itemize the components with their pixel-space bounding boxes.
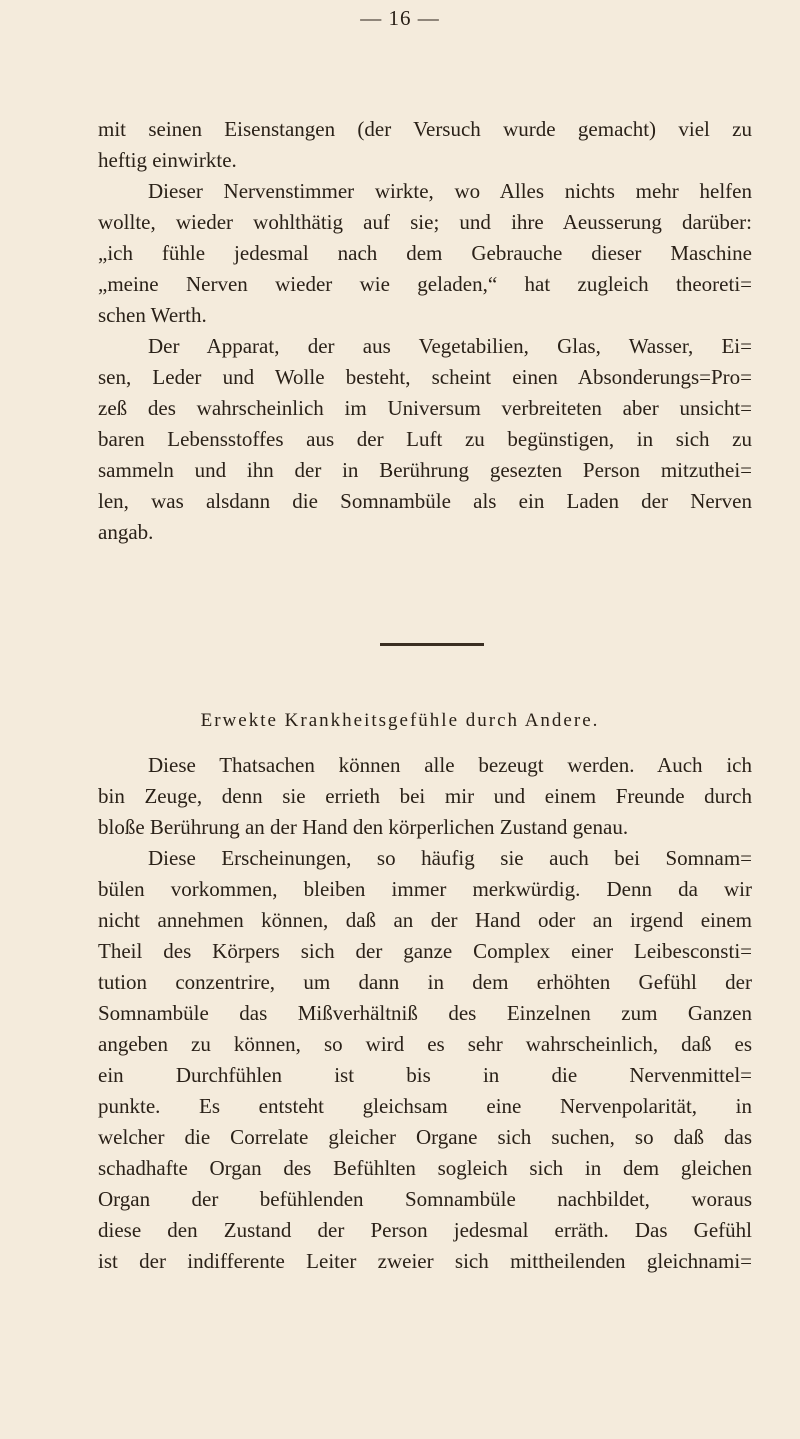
text-line: mit seinen Eisenstangen (der Versuch wurde gemacht) viel zu [98,117,752,141]
text-line: angab. [98,520,154,544]
text-line: angeben zu können, so wird es sehr wahrscheinlich, daß es [98,1032,752,1056]
text-line: sammeln und ihn der in Berührung gesezten Person mitzuthei= [98,458,752,482]
text-line: wollte, wieder wohlthätig auf sie; und ihre Aeusserung darüber: [98,210,752,234]
text-line: bloße Berührung an der Hand den körperlichen Zustand genau. [98,815,629,839]
text-line: „meine Nerven wieder wie geladen,“ hat zugleich theoreti= [98,272,752,296]
text-line: len, was alsdann die Somnambüle als ein Laden der Nerven [98,489,752,513]
text-line: „ich fühle jedesmal nach dem Gebrauche dieser Maschine [98,241,752,265]
text-line: bülen vorkommen, bleiben immer merkwürdig. Denn da wir [98,877,752,901]
body-text-section-1 [98,114,752,548]
text-line: schen Werth. [98,303,207,327]
text-line: Diese Thatsachen können alle bezeugt werden. Auch ich [148,753,752,777]
text-line: tution conzentrire, um dann in dem erhöhten Gefühl der [98,970,752,994]
text-line: Der Apparat, der aus Vegetabilien, Glas, Wasser, Ei= [148,334,752,358]
text-line: Theil des Körpers sich der ganze Complex einer Leibesconsti= [98,939,752,963]
text-line: baren Lebensstoffes aus der Luft zu begünstigen, in sich zu [98,427,752,451]
section-divider [380,643,484,646]
text-line: ein Durchfühlen ist bis in die Nervenmittel= [98,1063,752,1087]
text-line: welcher die Correlate gleicher Organe sich suchen, so daß das [98,1125,752,1149]
section-heading: Erwekte Krankheitsgefühle durch Andere. [200,710,600,731]
body-text-section-2 [98,750,752,1277]
text-line: zeß des wahrscheinlich im Universum verbreiteten aber unsicht= [98,396,752,420]
text-line: heftig einwirkte. [98,148,237,172]
text-line: nicht annehmen können, daß an der Hand oder an irgend einem [98,908,752,932]
text-line: Organ der befühlenden Somnambüle nachbildet, woraus [98,1187,752,1211]
page-number: — 16 — [360,6,440,30]
text-line: Somnambüle das Mißverhältniß des Einzelnen zum Ganzen [98,1001,752,1025]
text-line: diese den Zustand der Person jedesmal erräth. Das Gefühl [98,1218,752,1242]
text-line: ist der indifferente Leiter zweier sich mittheilenden gleichnami= [98,1249,752,1273]
text-line: Dieser Nervenstimmer wirkte, wo Alles nichts mehr helfen [148,179,752,203]
text-line: punkte. Es entsteht gleichsam eine Nervenpolarität, in [98,1094,752,1118]
text-line: schadhafte Organ des Befühlten sogleich sich in dem gleichen [98,1156,752,1180]
text-line: Diese Erscheinungen, so häufig sie auch bei Somnam= [148,846,752,870]
text-line: bin Zeuge, denn sie errieth bei mir und einem Freunde durch [98,784,752,808]
text-line: sen, Leder und Wolle besteht, scheint einen Absonderungs=Pro= [98,365,752,389]
